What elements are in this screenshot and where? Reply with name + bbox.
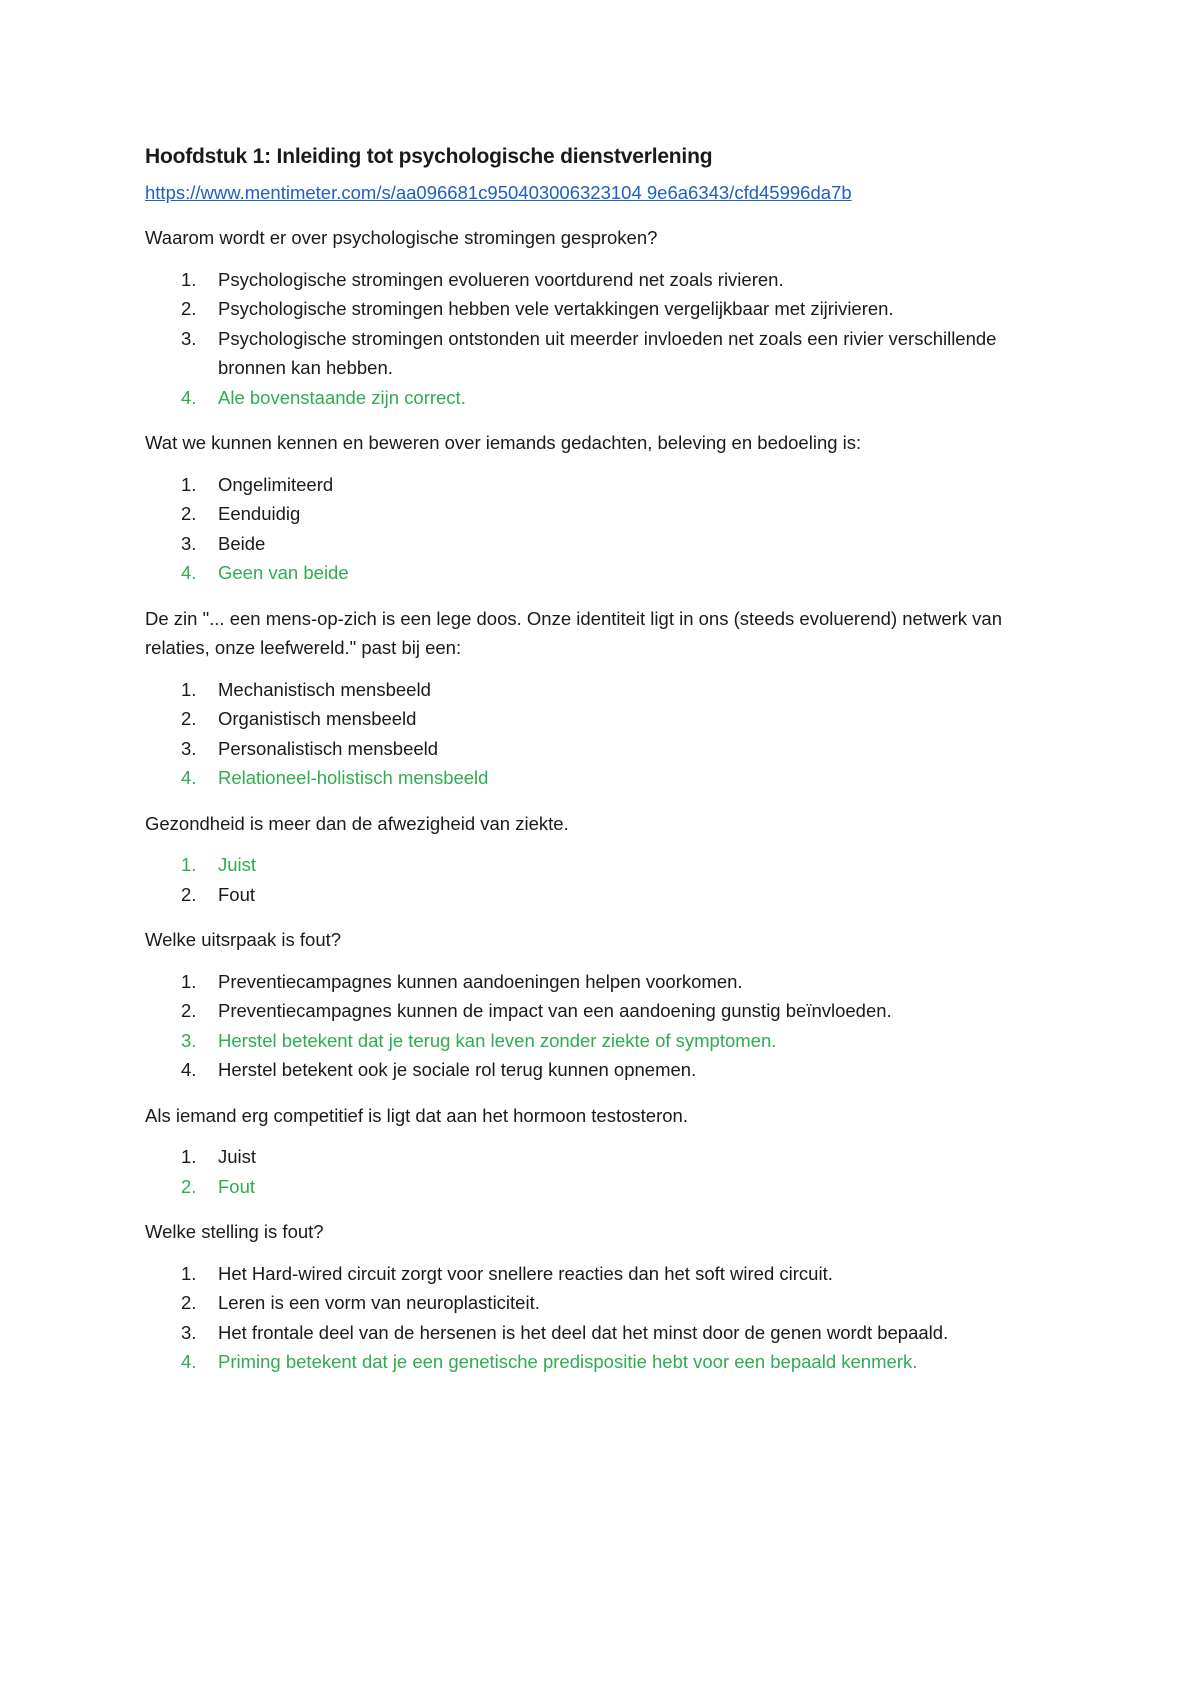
option-item [145,1259,1065,1289]
option-number: 2. [181,1292,197,1313]
option-item [145,499,1065,529]
option-text: Ongelimiteerd [218,473,334,495]
option-item [145,1288,1065,1318]
question-text: Gezondheid is meer dan de afwezigheid van ziekte. [145,812,569,834]
option-item [145,880,1065,910]
question-text: Wat we kunnen kennen en beweren over iemands gedachten, beleving en bedoeling is: [145,432,862,453]
option-number: 3. [181,327,197,349]
option-number: 1. [181,268,197,290]
question-block [145,604,1065,793]
option-number: 2. [181,708,197,729]
option-item [145,996,1065,1026]
option-number: 1. [181,678,197,700]
option-item-correct [145,558,1065,588]
option-list [145,1142,1065,1201]
option-item-correct [145,1172,1065,1202]
option-text: Relationeel-holistisch mensbeeld [218,767,489,788]
option-number: 4. [181,562,197,583]
option-text: Ale bovenstaande zijn correct. [218,386,466,408]
question-block [145,1101,1065,1202]
option-text: Psychologische stromingen ontstonden uit meerder invloeden net zoals een rivier verschillende bronnen kan hebben. [218,327,997,378]
question-text: De zin "... een mens-op-zich is een lege doos. Onze identiteit ligt in ons (steeds evoluerend) netwerk van relaties, onze leefwereld." past bij een: [145,607,1002,658]
question-text: Welke uitsrpaak is fout? [145,929,342,950]
option-item [145,1055,1065,1085]
option-number: 4. [181,767,197,788]
option-text: Beide [218,532,266,554]
option-text: Het Hard-wired circuit zorgt voor snellere reacties dan het soft wired circuit. [218,1262,833,1284]
option-number: 4. [181,386,197,408]
option-number: 2. [181,503,197,524]
option-text: Fout [218,883,256,905]
option-number: 1. [181,970,197,992]
option-number: 2. [181,298,197,319]
option-item [145,294,1065,324]
question-block [145,925,1065,1085]
option-text: Preventiecampagnes kunnen aandoeningen helpen voorkomen. [218,970,743,992]
option-number: 2. [181,1000,197,1021]
option-text: Juist [218,1146,257,1167]
option-item [145,675,1065,705]
option-number: 2. [181,1175,197,1197]
option-text: Psychologische stromingen evolueren voortdurend net zoals rivieren. [218,268,784,290]
mentimeter-link[interactable]: https://www.mentimeter.com/s/aa096681c950403006323104 9e6a6343/cfd45996da7b [145,182,852,203]
option-item-correct [145,1347,1065,1377]
option-number: 4. [181,1059,197,1080]
option-item-correct [145,763,1065,793]
option-text: Juist [218,854,257,875]
option-number: 3. [181,532,197,554]
question-text: Als iemand erg competitief is ligt dat aan het hormoon testosteron. [145,1104,688,1126]
option-number: 1. [181,1262,197,1284]
option-item [145,704,1065,734]
option-text: Preventiecampagnes kunnen de impact van een aandoening gunstig beïnvloeden. [218,1000,892,1021]
option-text: Leren is een vorm van neuroplasticiteit. [218,1292,540,1313]
option-text: Psychologische stromingen hebben vele vertakkingen vergelijkbaar met zijrivieren. [218,298,894,319]
option-text: Herstel betekent dat je terug kan leven zonder ziekte of symptomen. [218,1029,777,1051]
option-text: Personalistisch mensbeeld [218,737,439,759]
question-block [145,809,1065,910]
document-page [145,142,1065,1393]
option-list [145,470,1065,588]
question-text: Waarom wordt er over psychologische stromingen gesproken? [145,227,658,248]
page-title: Hoofdstuk 1: Inleiding tot psychologische dienstverlening [145,145,713,168]
option-item [145,967,1065,997]
option-number: 3. [181,1321,197,1343]
option-text: Eenduidig [218,503,301,524]
option-list [145,675,1065,793]
option-item [145,734,1065,764]
question-block [145,428,1065,588]
option-item [145,470,1065,500]
option-number: 3. [181,737,197,759]
option-number: 1. [181,1146,197,1167]
option-text: Herstel betekent ook je sociale rol terug kunnen opnemen. [218,1059,697,1080]
option-number: 1. [181,854,197,875]
option-item-correct [145,1026,1065,1056]
question-list [145,223,1065,1377]
option-text: Fout [218,1175,256,1197]
option-list [145,1259,1065,1377]
option-number: 1. [181,473,197,495]
option-number: 4. [181,1351,197,1372]
option-item [145,324,1065,383]
option-item [145,529,1065,559]
question-block [145,1217,1065,1377]
option-item-correct [145,383,1065,413]
option-item [145,1142,1065,1172]
option-text: Organistisch mensbeeld [218,708,417,729]
option-item [145,1318,1065,1348]
question-block [145,223,1065,412]
option-item-correct [145,850,1065,880]
option-list [145,967,1065,1085]
option-list [145,850,1065,909]
option-item [145,265,1065,295]
question-text: Welke stelling is fout? [145,1221,324,1242]
option-text: Het frontale deel van de hersenen is het deel dat het minst door de genen wordt bepaald. [218,1321,949,1343]
option-number: 2. [181,883,197,905]
option-list [145,265,1065,413]
option-text: Priming betekent dat je een genetische predispositie hebt voor een bepaald kenmerk. [218,1351,918,1372]
option-text: Geen van beide [218,562,349,583]
option-number: 3. [181,1029,197,1051]
option-text: Mechanistisch mensbeeld [218,678,431,700]
